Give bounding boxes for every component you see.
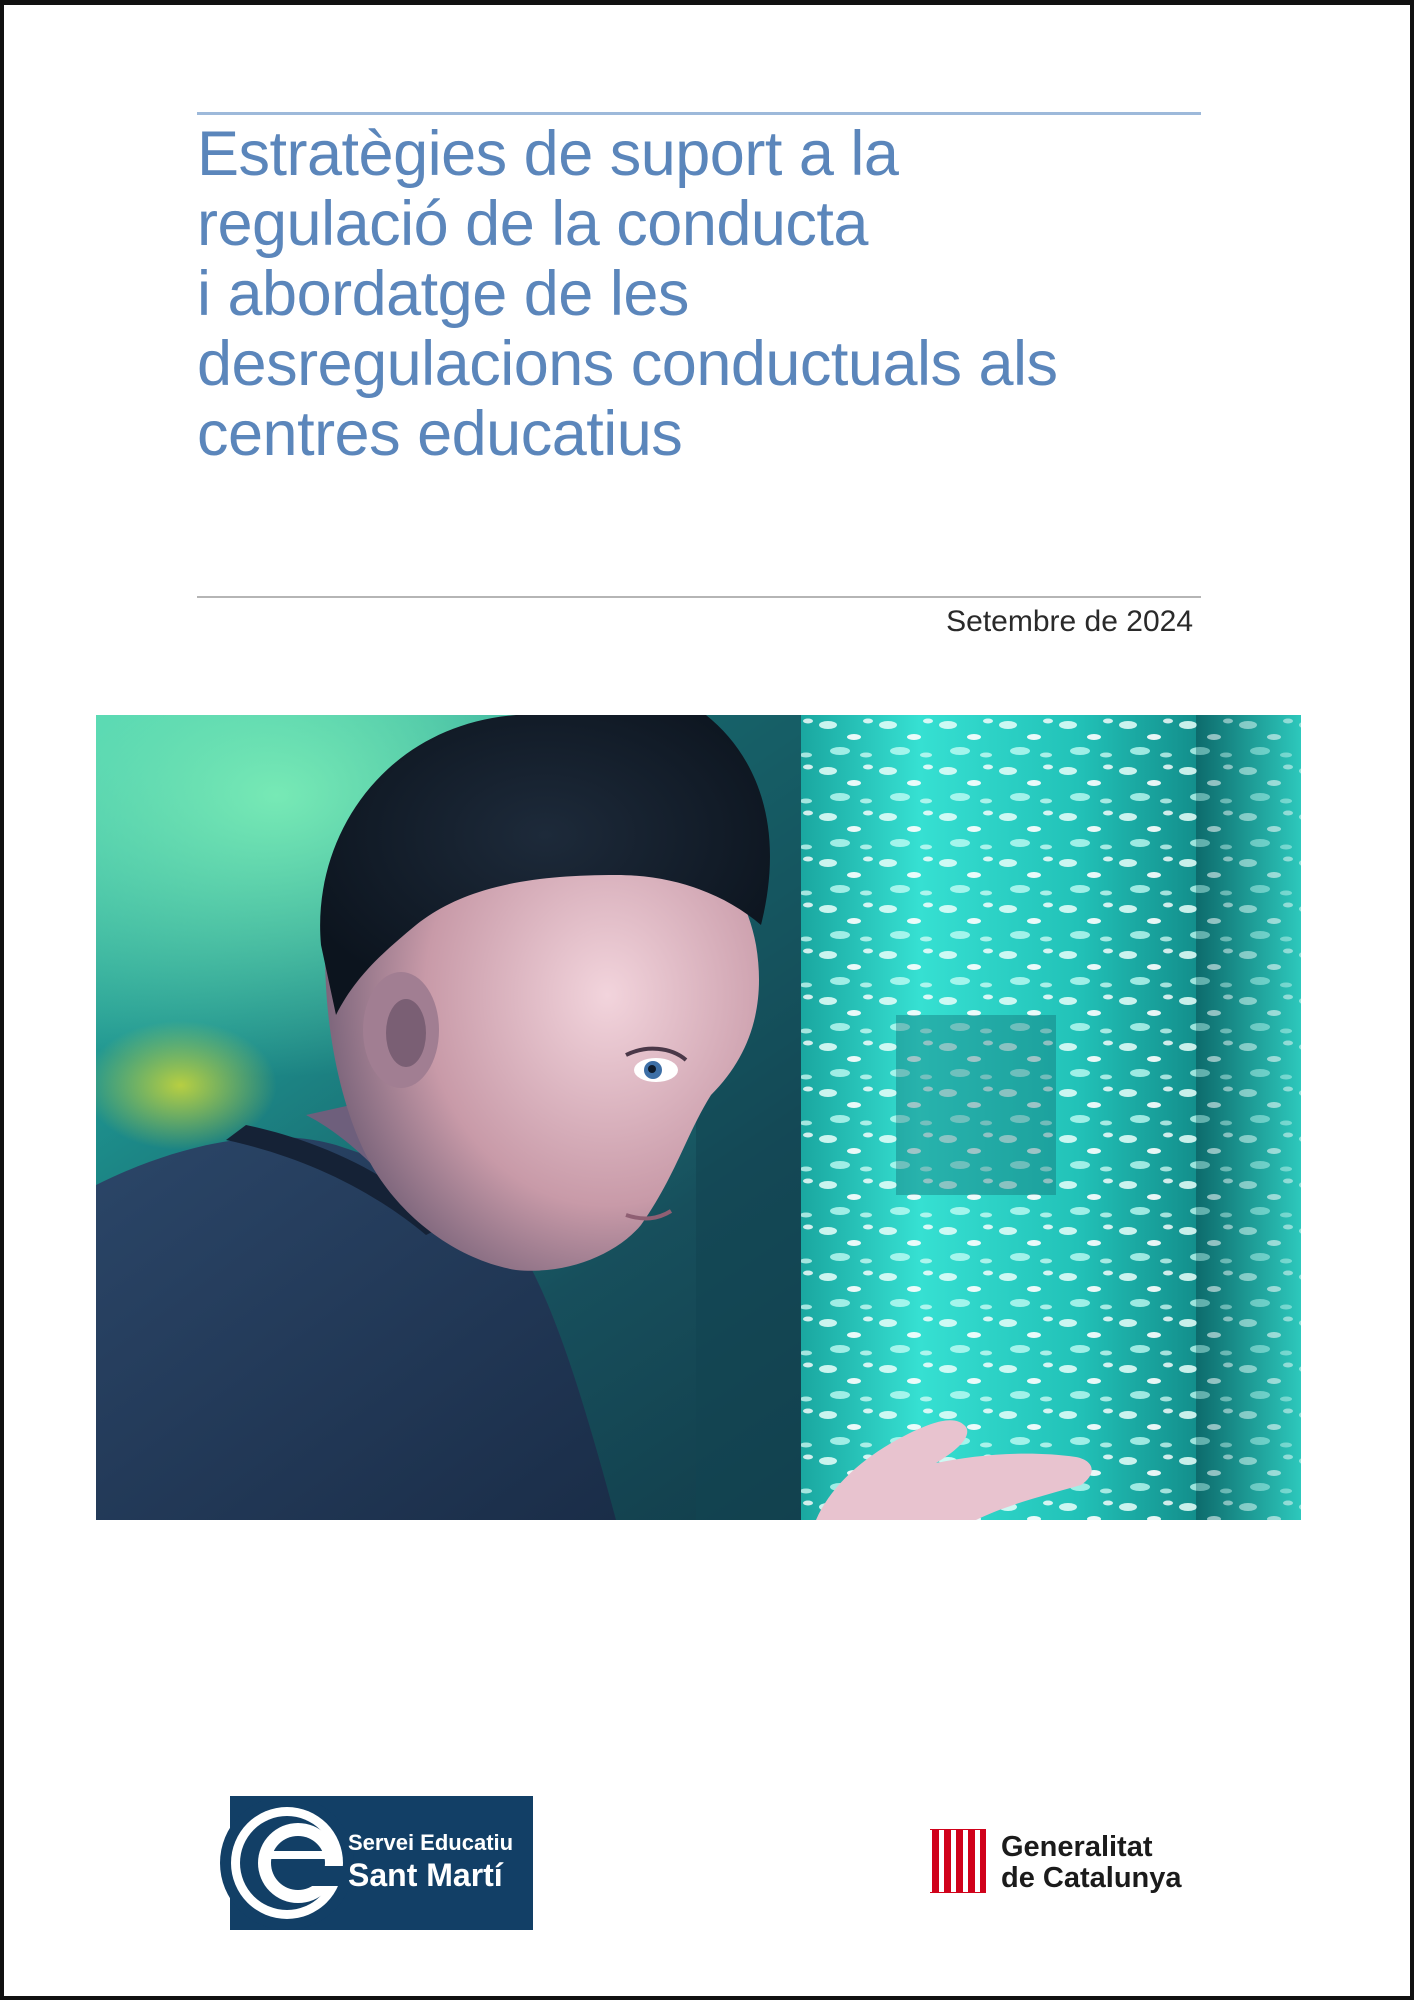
logo-line-1: Servei Educatiu [348,1830,514,1855]
logo-line-2: Sant Martí [348,1857,503,1893]
senyera-icon [930,1829,986,1893]
logo-e-mark [220,1796,354,1930]
generalitat-line-2: de Catalunya [1001,1862,1182,1894]
generalitat-line-1: Generalitat [1001,1831,1153,1863]
document-title: Estratègies de suport a la regulació de la conducta i abordatge de les desregulacions conductuals als centres educatius [197,119,1058,469]
title-top-rule [197,112,1201,115]
date-rule [197,596,1201,598]
publication-date: Setembre de 2024 [946,605,1193,638]
generalitat-logo [930,1827,1210,1897]
cover-photo [96,715,1301,1520]
servei-educatiu-logo [220,1796,533,1930]
